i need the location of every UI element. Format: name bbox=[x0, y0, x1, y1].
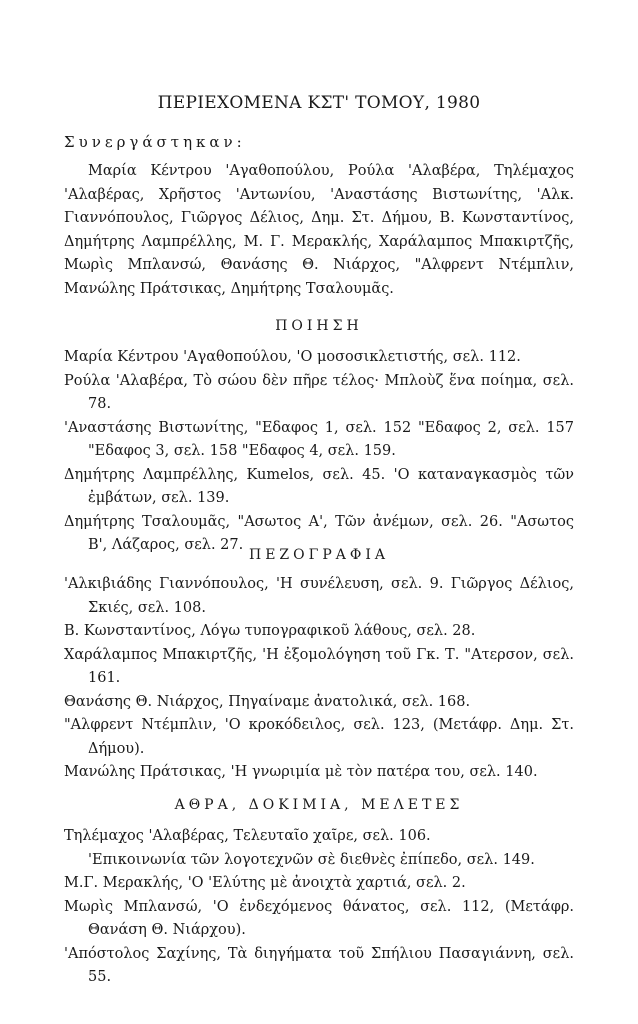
list-item: Μ.Γ. Μερακλής, 'Ο 'Ελύτης μὲ ἀνοιχτὰ χαρτιά, σελ. 2. bbox=[64, 875, 466, 891]
contributors-text: Μαρία Κέντρου 'Αγαθοπούλου, Ρούλα 'Αλαβέρα, Τηλέμαχος 'Αλαβέρας, Χρῆστος 'Αντωνίου, 'Αναστάσης Βιστωνίτης, 'Αλκ. Γιαννόπουλος, Γιῶργος Δέλιος, Δημ. Στ. Δήμου, Β. Κωνσταντίνος, Δημήτρης Λαμπρέλλης, Μ. Γ. Μερακλής, Χαράλαμπος Μπακιρτζῆς, Μωρὶς Μπλανσώ, Θανάσης Θ. Νιάρχος, "Αλφρεντ Ντέμπλιν, Μανώλης Πράτσικας, Δημήτρης Τσαλουμᾶς. bbox=[64, 163, 574, 297]
list-item: Ρούλα 'Αλαβέρα, Τὸ σώου δὲν πῆρε τέλος· Μπλοὺζ ἕνα ποίημα, σελ. 78. bbox=[64, 372, 574, 412]
list-item: Μωρὶς Μπλανσώ, 'Ο ἐνδεχόμενος θάνατος, σελ. 112, (Μετάφρ. Θανάση Θ. Νιάρχου). bbox=[64, 898, 574, 938]
list-item: Χαράλαμπος Μπακιρτζῆς, 'Η ἐξομολόγηση τοῦ Γκ. Τ. "Ατερσον, σελ. 161. bbox=[64, 646, 574, 686]
contributors-heading: Συνεργάστηκαν: bbox=[64, 133, 246, 151]
list-item: "Αλφρεντ Ντέμπλιν, 'Ο κροκόδειλος, σελ. 123, (Μετάφρ. Δημ. Στ. Δήμου). bbox=[64, 717, 574, 757]
list-item: Β. Κωνσταντίνος, Λόγω τυπογραφικοῦ λάθους, σελ. 28. bbox=[64, 623, 476, 639]
section-heading-prose: ΠΕΖΟΓΡΑΦΙΑ bbox=[249, 547, 389, 563]
section-heading-essays: ΑΘΡΑ, ΔΟΚΙΜΙΑ, ΜΕΛΕΤΕΣ bbox=[174, 797, 464, 813]
list-item: Μανώλης Πράτσικας, 'Η γνωριμία μὲ τὸν πατέρα του, σελ. 140. bbox=[64, 764, 538, 780]
list-item: Μαρία Κέντρου 'Αγαθοπούλου, 'Ο μοσοσικλετιστής, σελ. 112. bbox=[64, 349, 521, 365]
list-item: Δημήτρης Λαμπρέλλης, Kumelos, σελ. 45. 'Ο καταναγκασμὸς τῶν ἐμβάτων, σελ. 139. bbox=[64, 466, 574, 506]
list-item: 'Επικοινωνία τῶν λογοτεχνῶν σὲ διεθνὲς ἐπίπεδο, σελ. 149. bbox=[88, 851, 535, 868]
list-item: Δημήτρης Τσαλουμᾶς, "Ασωτος Α', Τῶν ἀνέμων, σελ. 26. "Ασωτος Β', Λάζαρος, σελ. 27. bbox=[64, 513, 574, 553]
list-item: 'Αλκιβιάδης Γιαννόπουλος, 'Η συνέλευση, σελ. 9. Γιῶργος Δέλιος, Σκιές, σελ. 108. bbox=[64, 576, 574, 616]
list-item: 'Αναστάσης Βιστωνίτης, "Εδαφος 1, σελ. 152 "Εδαφος 2, σελ. 157 "Εδαφος 3, σελ. 158 "Εδαφος 4, σελ. 159. bbox=[64, 419, 574, 459]
list-item: 'Απόστολος Σαχίνης, Τὰ διηγήματα τοῦ Σπήλιου Πασαγιάννη, σελ. 55. bbox=[64, 945, 574, 985]
section-prose-list bbox=[64, 573, 574, 785]
list-item: Τηλέμαχος 'Αλαβέρας, Τελευταῖο χαῖρε, σελ. 106. bbox=[64, 828, 431, 844]
page-title: ΠΕΡΙΕΧΟΜΕΝΑ ΚΣΤ' ΤΟΜΟΥ, 1980 bbox=[157, 93, 481, 113]
list-item: Θανάσης Θ. Νιάρχος, Πηγαίναμε ἀνατολικά, σελ. 168. bbox=[64, 693, 471, 710]
section-heading-poetry: ΠΟΙΗΣΗ bbox=[275, 318, 363, 334]
section-essays-list bbox=[64, 825, 574, 990]
contributors-paragraph bbox=[64, 160, 574, 301]
section-poetry-list bbox=[64, 346, 574, 558]
